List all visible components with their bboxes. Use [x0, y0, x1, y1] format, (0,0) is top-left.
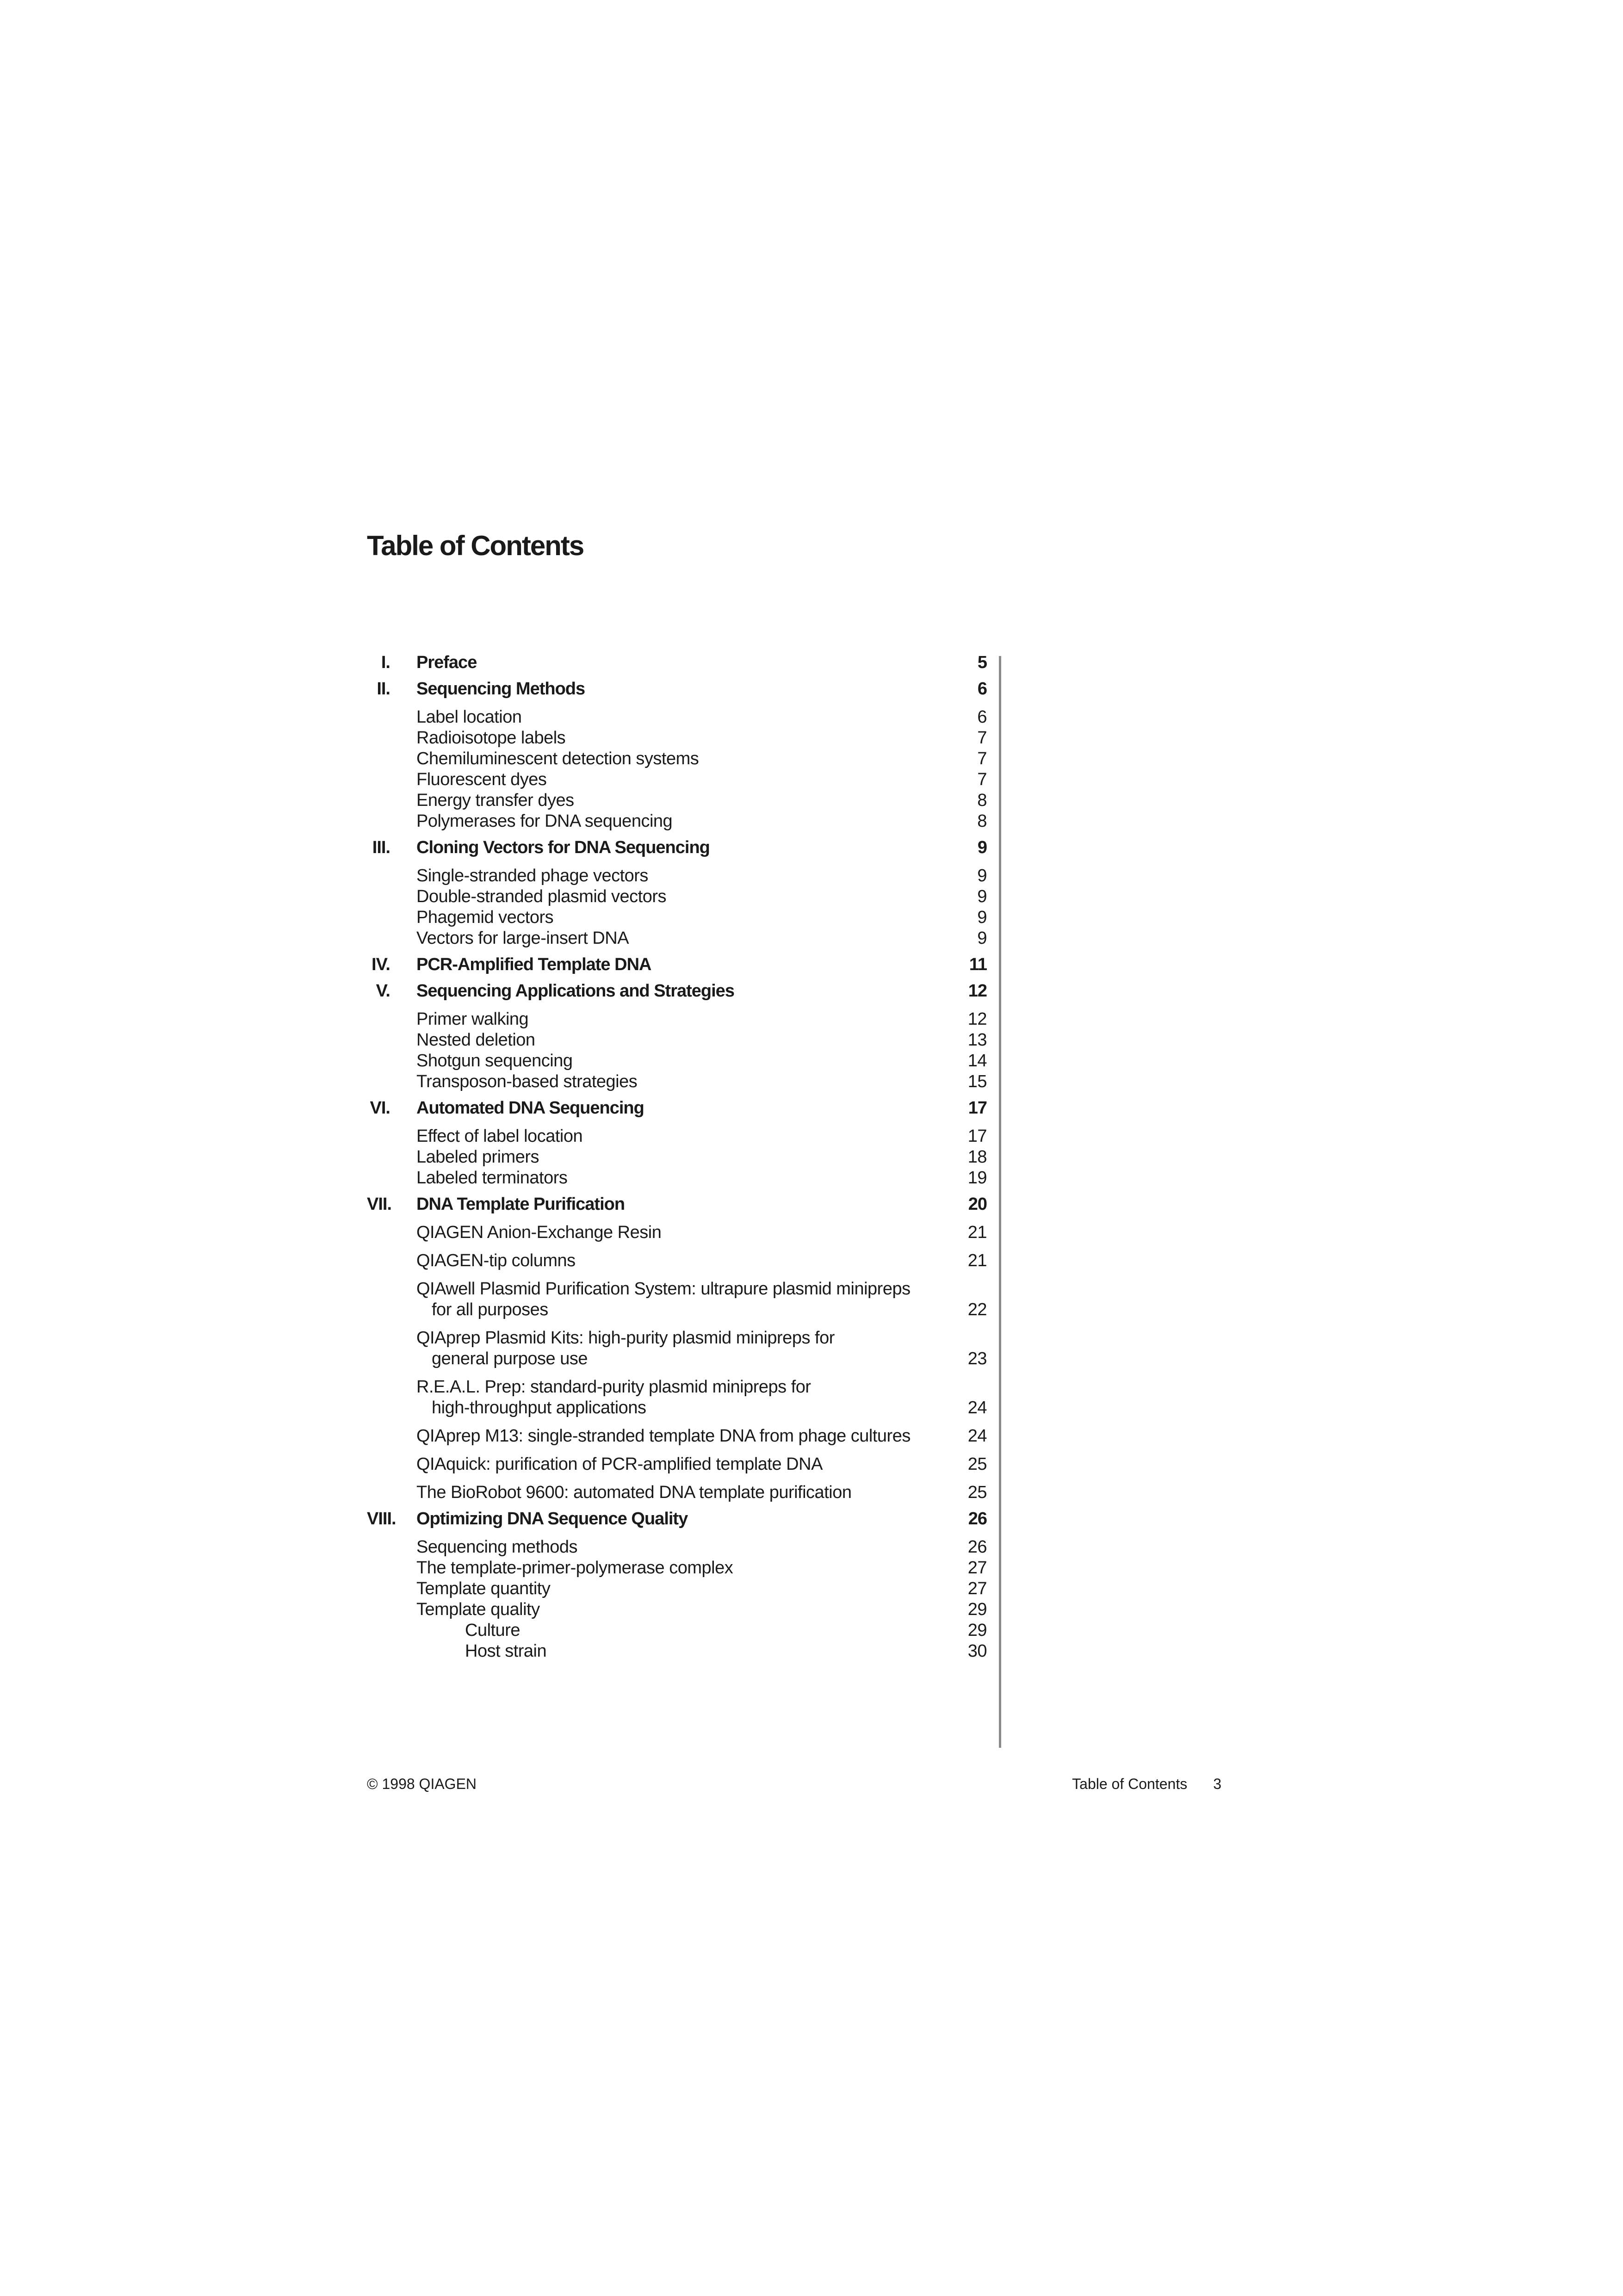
entry-title: QIAprep M13: single-stranded template DNA from phage cultures	[416, 1426, 911, 1446]
toc-entry[interactable]	[367, 1279, 987, 1320]
toc-entry[interactable]	[367, 928, 987, 949]
page-number: 7	[977, 749, 987, 768]
page-number: 24	[967, 1398, 987, 1417]
page-number: 12	[967, 1009, 987, 1029]
page-number: 6	[977, 679, 987, 699]
toc-section[interactable]	[367, 1098, 987, 1119]
section-title: PCR-Amplified Template DNA	[416, 955, 651, 974]
toc-entry[interactable]	[367, 707, 987, 728]
page-number: 13	[967, 1030, 987, 1050]
entry-title: QIAwell Plasmid Purification System: ultrapure plasmid minipreps	[416, 1279, 911, 1299]
toc-section[interactable]	[367, 1194, 987, 1215]
footer-section-title: Table of Contents	[1072, 1776, 1188, 1792]
footer-page-number: 3	[1213, 1776, 1221, 1792]
page-number: 25	[967, 1454, 987, 1474]
page-number: 8	[977, 811, 987, 831]
toc-entry[interactable]	[367, 1126, 987, 1147]
page-number: 9	[977, 928, 987, 948]
section-number: III.	[372, 838, 390, 857]
entry-title: Radioisotope labels	[416, 728, 566, 748]
toc-entry[interactable]	[367, 1482, 987, 1503]
section-title: DNA Template Purification	[416, 1194, 625, 1214]
toc-entry[interactable]	[367, 1009, 987, 1030]
page-number: 29	[967, 1600, 987, 1619]
page-number: 12	[968, 981, 987, 1001]
entry-title: Single-stranded phage vectors	[416, 866, 648, 885]
page-number: 15	[967, 1072, 987, 1091]
toc-entry[interactable]	[367, 1454, 987, 1475]
table-of-contents	[367, 652, 987, 1662]
section-title: Sequencing Methods	[416, 679, 585, 699]
entry-title: The BioRobot 9600: automated DNA template purification	[416, 1483, 852, 1502]
entry-title: QIAGEN Anion-Exchange Resin	[416, 1223, 662, 1242]
toc-entry[interactable]	[367, 728, 987, 749]
entry-title-continued: for all purposes	[432, 1300, 548, 1319]
entry-title: Phagemid vectors	[416, 908, 554, 927]
toc-entry[interactable]	[367, 1558, 987, 1578]
page-number: 27	[967, 1579, 987, 1598]
entry-title: Nested deletion	[416, 1030, 535, 1050]
toc-entry[interactable]	[367, 1222, 987, 1243]
entry-title: Effect of label location	[416, 1126, 583, 1146]
entry-title: Polymerases for DNA sequencing	[416, 811, 673, 831]
toc-entry[interactable]	[367, 1578, 987, 1599]
toc-entry[interactable]	[367, 1071, 987, 1092]
toc-entry[interactable]	[367, 1250, 987, 1271]
toc-entry[interactable]	[367, 790, 987, 811]
section-title: Preface	[416, 653, 477, 672]
entry-title: Energy transfer dyes	[416, 791, 574, 810]
page-title: Table of Contents	[367, 530, 584, 561]
section-title: Automated DNA Sequencing	[416, 1098, 644, 1118]
entry-title-continued: general purpose use	[432, 1349, 588, 1368]
toc-entry[interactable]	[367, 1147, 987, 1168]
toc-entry[interactable]	[367, 1620, 987, 1641]
entry-title: Chemiluminescent detection systems	[416, 749, 699, 768]
footer-running-head	[1072, 1776, 1221, 1793]
page-number: 26	[968, 1509, 987, 1529]
entry-title: Culture	[465, 1621, 520, 1640]
entry-title: R.E.A.L. Prep: standard-purity plasmid minipreps for	[416, 1377, 811, 1397]
page-number: 30	[967, 1641, 987, 1661]
section-title: Optimizing DNA Sequence Quality	[416, 1509, 688, 1529]
section-number: IV.	[372, 955, 390, 974]
entry-title: Shotgun sequencing	[416, 1051, 573, 1071]
page-number: 5	[977, 653, 987, 672]
margin-rule	[999, 656, 1001, 1748]
toc-entry[interactable]	[367, 1377, 987, 1418]
section-number: II.	[377, 679, 390, 699]
entry-title: The template-primer-polymerase complex	[416, 1558, 733, 1578]
toc-entry[interactable]	[367, 1599, 987, 1620]
toc-entry[interactable]	[367, 1030, 987, 1051]
toc-entry[interactable]	[367, 1641, 987, 1662]
entry-title: Labeled terminators	[416, 1168, 568, 1188]
section-number: V.	[376, 981, 390, 1001]
page-number: 27	[967, 1558, 987, 1578]
page-number: 6	[977, 707, 987, 727]
toc-entry[interactable]	[367, 1168, 987, 1188]
page-number: 21	[967, 1251, 987, 1270]
section-number: I.	[381, 653, 390, 672]
toc-section[interactable]	[367, 981, 987, 1002]
entry-title: QIAprep Plasmid Kits: high-purity plasmid minipreps for	[416, 1328, 835, 1348]
entry-title: Sequencing methods	[416, 1537, 578, 1557]
section-title: Cloning Vectors for DNA Sequencing	[416, 838, 710, 857]
page-number: 20	[968, 1194, 987, 1214]
toc-entry[interactable]	[367, 1328, 987, 1369]
page-number: 21	[967, 1223, 987, 1242]
page-number: 7	[977, 770, 987, 789]
entry-title: Template quantity	[416, 1579, 551, 1598]
section-title: Sequencing Applications and Strategies	[416, 981, 734, 1001]
page-number: 29	[967, 1621, 987, 1640]
entry-title: Label location	[416, 707, 522, 727]
page-number: 17	[968, 1098, 987, 1118]
entry-title: Double-stranded plasmid vectors	[416, 887, 666, 906]
page-number: 9	[977, 908, 987, 927]
toc-section[interactable]	[367, 652, 987, 673]
entry-title-continued: high-throughput applications	[432, 1398, 646, 1417]
section-number: VII.	[367, 1194, 392, 1214]
entry-title: Vectors for large-insert DNA	[416, 928, 629, 948]
entry-title: Template quality	[416, 1600, 540, 1619]
toc-section[interactable]	[367, 954, 987, 975]
page-number: 7	[977, 728, 987, 748]
toc-entry[interactable]	[367, 1051, 987, 1071]
page-number: 14	[967, 1051, 987, 1071]
entry-title: QIAGEN-tip columns	[416, 1251, 576, 1270]
page-number: 9	[977, 887, 987, 906]
toc-entry[interactable]	[367, 811, 987, 832]
toc-entry[interactable]	[367, 1426, 987, 1447]
entry-title: QIAquick: purification of PCR-amplified template DNA	[416, 1454, 823, 1474]
toc-entry[interactable]	[367, 907, 987, 928]
entry-title: Fluorescent dyes	[416, 770, 547, 789]
entry-title: Host strain	[465, 1641, 547, 1661]
page-number: 9	[977, 866, 987, 885]
toc-entry[interactable]	[367, 749, 987, 769]
page-number: 17	[967, 1126, 987, 1146]
entry-title: Primer walking	[416, 1009, 529, 1029]
section-number: VI.	[370, 1098, 390, 1118]
toc-entry[interactable]	[367, 866, 987, 886]
page-number: 25	[967, 1483, 987, 1502]
page-number: 19	[967, 1168, 987, 1188]
toc-entry[interactable]	[367, 886, 987, 907]
page-number: 26	[967, 1537, 987, 1557]
entry-title: Transposon-based strategies	[416, 1072, 638, 1091]
page-number: 23	[967, 1349, 987, 1368]
page-number: 11	[969, 955, 987, 974]
page-number: 8	[977, 791, 987, 810]
page-number: 22	[967, 1300, 987, 1319]
footer-copyright: © 1998 QIAGEN	[367, 1776, 477, 1792]
toc-section[interactable]	[367, 837, 987, 858]
page-number: 24	[967, 1426, 987, 1446]
toc-entry[interactable]	[367, 769, 987, 790]
toc-section[interactable]	[367, 679, 987, 699]
page-number: 18	[967, 1147, 987, 1167]
entry-title: Labeled primers	[416, 1147, 539, 1167]
toc-entry[interactable]	[367, 1537, 987, 1558]
toc-section[interactable]	[367, 1509, 987, 1529]
section-number: VIII.	[367, 1509, 396, 1529]
page-number: 9	[977, 838, 987, 857]
